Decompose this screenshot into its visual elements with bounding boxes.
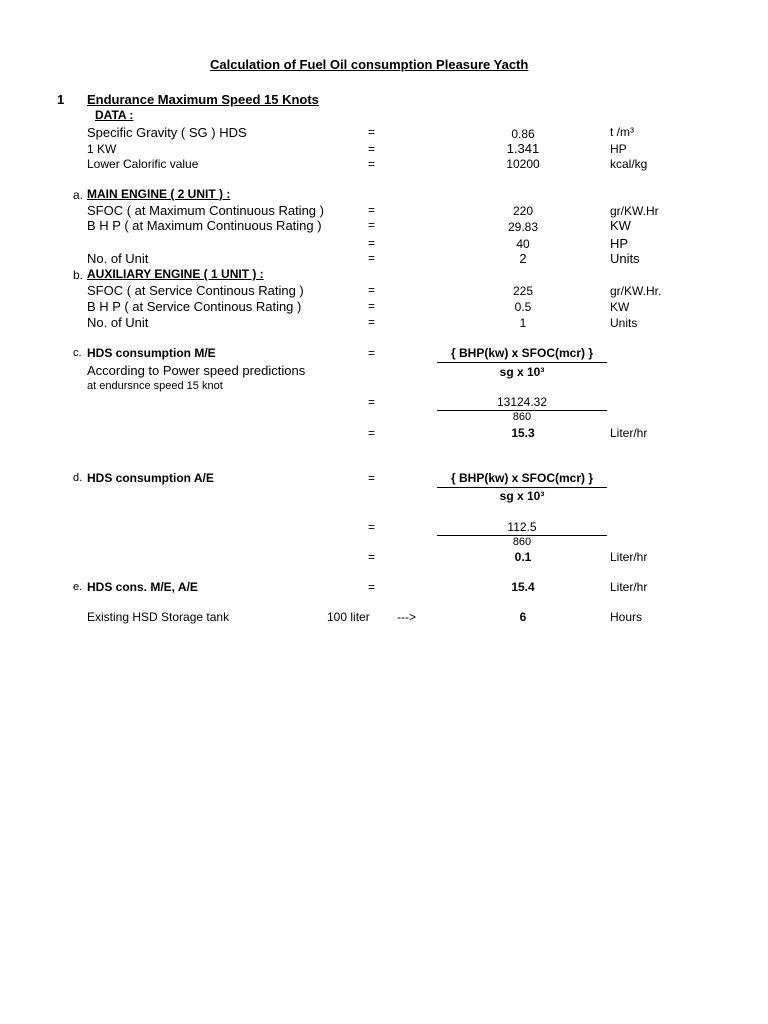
lcv-unit: kcal/kg [610, 157, 648, 171]
section-number: 1 [57, 92, 65, 107]
storage-arrow: ---> [397, 610, 416, 624]
me-bhp-unit: KW [610, 218, 631, 233]
ae-sfoc-equals: = [368, 283, 376, 297]
hds-me-calc-numerator: 13124.32 [496, 395, 548, 409]
aux-engine-heading: AUXILIARY ENGINE ( 1 UNIT ) : [87, 267, 264, 281]
hds-ae-formula-numerator: { BHP(kw) x SFOC(mcr) } [450, 471, 594, 485]
hds-ae-letter: d. [73, 472, 83, 484]
hds-ae-equals: = [368, 471, 376, 485]
hds-ae-result: 0.1 [514, 550, 532, 564]
ae-units-label: No. of Unit [87, 315, 149, 330]
ae-bhp-equals: = [368, 299, 376, 313]
ae-bhp-label: B H P ( at Service Continous Rating ) [87, 299, 302, 314]
data-label: DATA : [95, 108, 134, 122]
hds-me-formula-denominator: sg x 10³ [499, 365, 545, 379]
hds-total-unit: Liter/hr [610, 580, 648, 594]
sg-unit: t /m³ [610, 125, 634, 139]
section-heading: Endurance Maximum Speed 15 Knots [87, 92, 319, 107]
storage-label: Existing HSD Storage tank [87, 610, 230, 624]
hds-ae-result-equals: = [368, 550, 376, 564]
hds-me-result-equals: = [368, 426, 376, 440]
sg-label: Specific Gravity ( SG ) HDS [87, 125, 247, 140]
ae-sfoc-value: 225 [512, 284, 534, 298]
kw-unit: HP [610, 142, 627, 156]
ae-sfoc-unit: gr/KW.Hr. [610, 284, 662, 298]
ae-units-unit: Units [610, 316, 638, 330]
hds-me-formula-numerator: { BHP(kw) x SFOC(mcr) } [450, 346, 594, 360]
me-bhp-label: B H P ( at Maximum Continuous Rating ) [87, 218, 322, 233]
hds-ae-formula-divider [437, 487, 607, 488]
hds-me-unit: Liter/hr [610, 426, 648, 440]
lcv-value: 10200 [506, 157, 540, 171]
kw-equals: = [368, 142, 376, 156]
me-bhp-hp-unit: HP [610, 236, 629, 251]
me-sfoc-equals: = [368, 203, 376, 217]
me-bhp-equals: = [368, 218, 376, 232]
hds-me-note-speed: at endursnce speed 15 knot [87, 380, 223, 392]
lcv-equals: = [368, 157, 376, 171]
kw-value: 1.341 [506, 141, 540, 156]
main-engine-letter: a. [73, 188, 84, 202]
me-sfoc-unit: gr/KW.Hr [610, 204, 659, 218]
hds-total-equals: = [368, 580, 376, 594]
kw-label: 1 KW [87, 142, 117, 156]
ae-bhp-value: 0.5 [514, 300, 532, 314]
me-bhp-hp-value: 40 [516, 237, 530, 251]
me-sfoc-label: SFOC ( at Maximum Continuous Rating ) [87, 203, 324, 218]
main-engine-heading: MAIN ENGINE ( 2 UNIT ) : [87, 187, 231, 201]
me-units-label: No. of Unit [87, 251, 149, 266]
hds-total-result: 15.4 [511, 580, 535, 594]
aux-engine-letter: b. [73, 268, 84, 282]
hds-me-label: HDS consumption M/E [87, 346, 216, 360]
ae-units-equals: = [368, 315, 376, 329]
hds-ae-formula-denominator: sg x 10³ [499, 489, 545, 503]
hds-ae-calc-equals: = [368, 520, 376, 534]
hds-ae-calc-denominator: 860 [512, 536, 532, 548]
hds-me-calc-equals: = [368, 395, 376, 409]
sg-equals: = [368, 125, 376, 139]
me-bhp-hp-equals: = [368, 236, 376, 250]
hds-total-letter: e. [73, 581, 83, 593]
hds-total-label: HDS cons. M/E, A/E [87, 580, 198, 594]
me-sfoc-value: 220 [512, 204, 534, 218]
ae-sfoc-label: SFOC ( at Service Continous Rating ) [87, 283, 304, 298]
hds-me-calc-denominator: 860 [512, 411, 532, 423]
me-units-equals: = [368, 251, 376, 265]
hds-me-equals: = [368, 346, 376, 360]
page-title: Calculation of Fuel Oil consumption Pleasure Yacth [210, 57, 529, 72]
storage-unit: Hours [610, 610, 643, 624]
me-bhp-value: 29.83 [507, 220, 539, 234]
hds-ae-calc-numerator: 112.5 [507, 520, 537, 534]
me-units-unit: Units [610, 251, 640, 266]
ae-units-value: 1 [519, 316, 527, 330]
hds-ae-unit: Liter/hr [610, 550, 648, 564]
hds-me-result: 15.3 [511, 426, 535, 440]
me-units-value: 2 [519, 251, 527, 266]
storage-capacity: 100 liter [327, 610, 370, 624]
lcv-label: Lower Calorific value [87, 157, 199, 171]
sg-value: 0.86 [511, 127, 535, 141]
hds-me-note: According to Power speed predictions [87, 363, 306, 378]
hds-me-formula-divider [437, 362, 607, 363]
hds-ae-label: HDS consumption A/E [87, 471, 214, 485]
storage-hours: 6 [519, 610, 527, 624]
hds-me-letter: c. [73, 347, 82, 359]
ae-bhp-unit: KW [610, 300, 630, 314]
